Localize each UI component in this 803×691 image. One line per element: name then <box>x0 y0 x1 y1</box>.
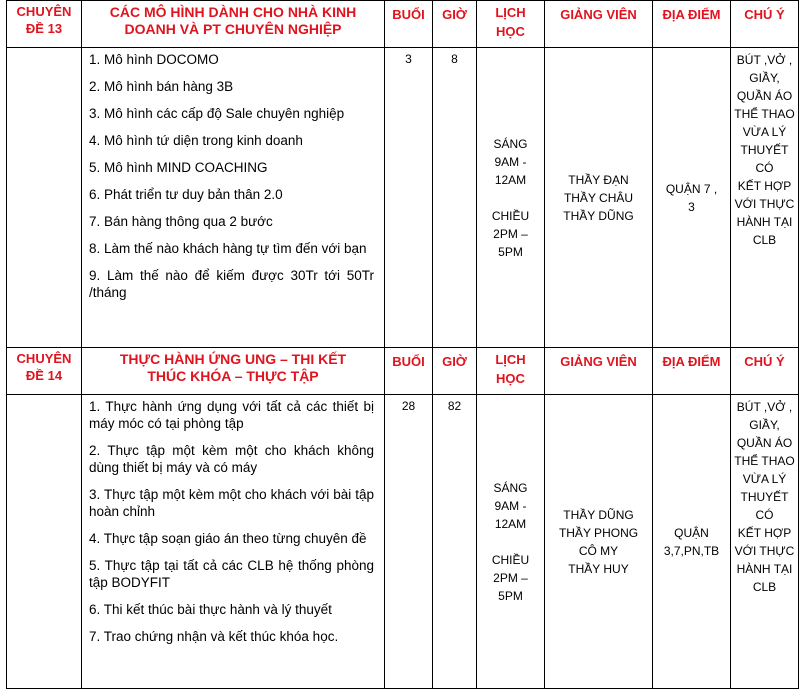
note-line: QUẦN ÁO <box>736 89 793 103</box>
schedule-line: 9AM - <box>494 154 527 169</box>
note-line: GIẦY, <box>749 418 780 432</box>
note-line: THUYẾT CÓ <box>740 143 789 175</box>
note-line: QUẦN ÁO <box>736 436 793 450</box>
header-dia-diem: ĐỊA ĐIỂM <box>653 1 731 48</box>
list-item: 4. Mô hình tứ diện trong kinh doanh <box>89 133 303 148</box>
teachers-cell <box>545 48 653 348</box>
schedule-line: CHIỀU <box>491 552 530 567</box>
schedule-line: 5PM <box>498 588 523 603</box>
schedule-cell <box>477 48 545 348</box>
schedule-line: 12AM <box>494 516 527 531</box>
teacher-name: THẦY ĐẠN <box>568 172 629 187</box>
note-line: CLB <box>752 580 777 594</box>
course-schedule-table <box>6 0 799 689</box>
note-line: BÚT ,VỞ , <box>736 400 793 414</box>
note-line: VỪA LÝ <box>742 125 787 139</box>
schedule-line: 9AM - <box>494 498 527 513</box>
teacher-name: CÔ MY <box>578 543 619 558</box>
header-lich-hoc-line2: HỌC <box>496 371 525 386</box>
location-cell <box>653 48 731 348</box>
note-line: VỚI THỰC <box>734 544 795 558</box>
note-line: BÚT ,VỞ , <box>736 53 793 67</box>
list-item: 4. Thực tập soạn giáo án theo từng chuyên đề <box>89 531 367 546</box>
module-14-body-row <box>7 395 799 689</box>
list-item: 3. Mô hình các cấp độ Sale chuyên nghiệp <box>89 106 345 121</box>
session-count: 28 <box>385 395 433 689</box>
location-line: 3 <box>688 199 695 214</box>
module-title-line1: THỰC HÀNH ỨNG UNG – THI KẾT <box>119 351 347 367</box>
note-line: GIẦY, <box>749 71 780 85</box>
teacher-name: THẦY DŨNG <box>563 208 634 223</box>
location-line: 3,7,PN,TB <box>663 543 720 558</box>
module-title-line2: THÚC KHÓA – THỰC TẬP <box>147 368 319 384</box>
list-item: 1. Mô hình DOCOMO <box>89 52 219 67</box>
module-code <box>7 1 82 48</box>
teacher-name: THẦY PHONG <box>558 525 639 540</box>
module-title <box>82 348 385 395</box>
list-item: 7. Trao chứng nhận và kết thúc khóa học. <box>89 629 339 644</box>
module-title-line2: DOANH VÀ PT CHUYÊN NGHIỆP <box>124 21 342 37</box>
teacher-name: THẦY DŨNG <box>563 507 634 522</box>
list-item: 5. Thực tập tại tất cả các CLB hệ thống phòng tập BODYFIT <box>89 558 374 590</box>
note-line: THUYẾT CÓ <box>740 490 789 522</box>
header-lich-hoc-line2: HỌC <box>496 24 525 39</box>
hour-count: 8 <box>433 48 477 348</box>
teacher-name: THẦY CHÂU <box>563 190 634 205</box>
module-code-line1: CHUYÊN <box>16 4 72 19</box>
note-line: KẾT HỢP <box>737 526 792 540</box>
list-item: 8. Làm thế nào khách hàng tự tìm đến với bạn <box>89 241 367 256</box>
list-item: 1. Thực hành ứng dụng với tất cả các thiết bị máy móc có tại phòng tập <box>89 399 374 431</box>
header-giang-vien: GIẢNG VIÊN <box>545 348 653 395</box>
list-item: 7. Bán hàng thông qua 2 bước <box>89 214 273 229</box>
notes-cell <box>731 395 799 689</box>
schedule-cell <box>477 395 545 689</box>
list-item: 6. Phát triển tư duy bản thân 2.0 <box>89 187 283 202</box>
list-item: 6. Thi kết thúc bài thực hành và lý thuyết <box>89 602 332 617</box>
note-line: HÀNH TẠI <box>736 562 793 576</box>
module-title-line1: CÁC MÔ HÌNH DÀNH CHO NHÀ KINH <box>109 4 357 20</box>
list-item: 3. Thực tập một kèm một cho khách với bài tập hoàn chỉnh <box>89 487 374 519</box>
header-giang-vien: GIẢNG VIÊN <box>545 1 653 48</box>
empty-cell <box>7 48 82 348</box>
notes-cell <box>731 48 799 348</box>
header-lich-hoc-line1: LỊCH <box>495 352 526 367</box>
schedule-line: SÁNG <box>493 480 528 495</box>
header-chu-y: CHÚ Ý <box>731 1 799 48</box>
location-cell <box>653 395 731 689</box>
teacher-name: THẦY HUY <box>568 561 629 576</box>
module-items <box>82 395 385 689</box>
header-lich-hoc <box>477 348 545 395</box>
schedule-gap <box>477 533 544 551</box>
module-14-header-row <box>7 348 799 395</box>
header-lich-hoc-line1: LỊCH <box>495 5 526 20</box>
module-code <box>7 348 82 395</box>
schedule-line: 2PM – <box>493 226 528 241</box>
header-buoi: BUỔI <box>385 1 433 48</box>
module-code-line2: ĐỀ 13 <box>25 21 63 36</box>
note-line: THỂ THAO <box>734 454 795 468</box>
header-lich-hoc <box>477 1 545 48</box>
header-gio: GIỜ <box>433 1 477 48</box>
schedule-line: 2PM – <box>493 570 528 585</box>
header-gio: GIỜ <box>433 348 477 395</box>
note-line: VỪA LÝ <box>742 472 787 486</box>
hour-count: 82 <box>433 395 477 689</box>
note-line: VỚI THỰC <box>734 197 795 211</box>
schedule-gap <box>477 189 544 207</box>
empty-cell <box>7 395 82 689</box>
module-code-line2: ĐỀ 14 <box>25 368 63 383</box>
module-items <box>82 48 385 348</box>
module-13-header-row <box>7 1 799 48</box>
teachers-cell <box>545 395 653 689</box>
list-item: 2. Thực tập một kèm một cho khách không dùng thiết bị máy và có máy <box>89 443 374 475</box>
schedule-line: 5PM <box>498 244 523 259</box>
module-code-line1: CHUYÊN <box>16 351 72 366</box>
schedule-line: 12AM <box>494 172 527 187</box>
location-line: QUẬN 7 , <box>665 181 718 196</box>
list-item: 2. Mô hình bán hàng 3B <box>89 79 234 94</box>
header-dia-diem: ĐỊA ĐIỂM <box>653 348 731 395</box>
module-title <box>82 1 385 48</box>
note-line: CLB <box>752 233 777 247</box>
session-count: 3 <box>385 48 433 348</box>
list-item: 9. Làm thế nào để kiếm được 30Tr tới 50Tr /tháng <box>89 268 374 300</box>
list-item: 5. Mô hình MIND COACHING <box>89 160 268 175</box>
schedule-line: SÁNG <box>493 136 528 151</box>
note-line: HÀNH TẠI <box>736 215 793 229</box>
location-line: QUẬN <box>674 525 709 540</box>
note-line: THỂ THAO <box>734 107 795 121</box>
module-13-body-row <box>7 48 799 348</box>
header-chu-y: CHÚ Ý <box>731 348 799 395</box>
note-line: KẾT HỢP <box>737 179 792 193</box>
header-buoi: BUỔI <box>385 348 433 395</box>
schedule-line: CHIỀU <box>491 208 530 223</box>
